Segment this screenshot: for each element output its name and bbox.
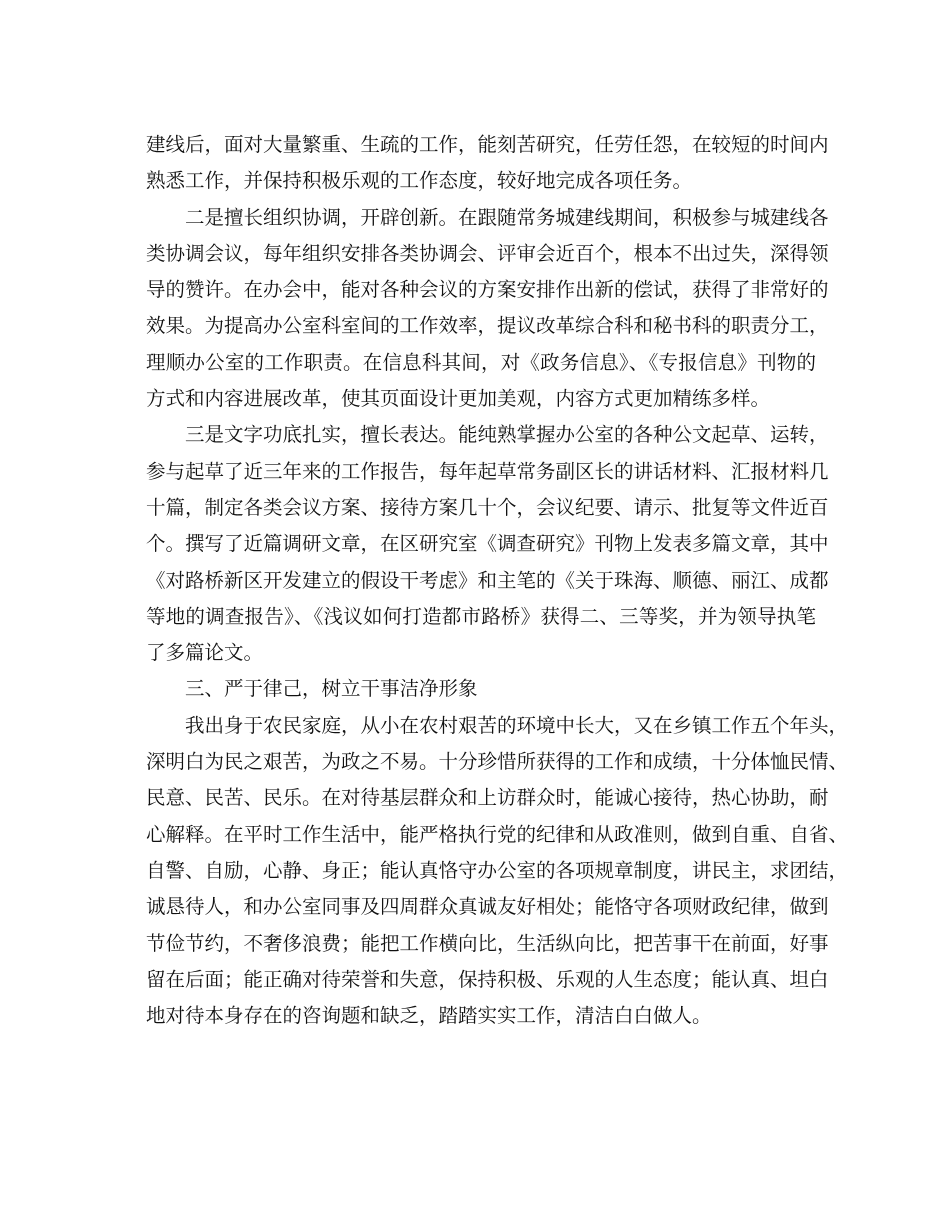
text-line: 导的赞许。在办会中，能对各种会议的方案安排作出新的偿试，获得了非常好的 [146,278,829,302]
text-line: 类协调会议，每年组织安排各类协调会、评审会近百个，根本不出过失，深得领 [146,241,829,265]
text-line: 心解释。在平时工作生活中，能严格执行党的纪律和从政准则，做到自重、自省、 [146,822,849,846]
text-line: 深明白为民之艰苦，为政之不易。十分珍惜所获得的工作和成绩，十分体恤民情、 [146,750,849,774]
text-line: 十篇，制定各类会议方案、接待方案几十个，会议纪要、请示、批复等文件近百 [146,495,829,519]
text-line: 效果。为提高办公室科室间的工作效率，提议改革综合科和秘书科的职责分工， [146,314,829,338]
text-line: 熟悉工作，并保持积极乐观的工作态度，较好地完成各项任务。 [146,169,693,193]
text-line: 等地的调查报告》、《浅议如何打造都市路桥》获得二、三等奖，并为领导执笔 [146,604,816,628]
text-line: 个。撰写了近篇调研文章，在区研究室《调查研究》刊物上发表多篇文章，其中 [146,532,829,556]
paragraph-first-line: 我出身于农民家庭，从小在农村艰苦的环境中长大，又在乡镇工作五个年头， [185,713,849,737]
text-line: 参与起草了近三年来的工作报告，每年起草常务副区长的讲话材料、汇报材料几 [146,459,829,483]
text-line: 节俭节约，不奢侈浪费；能把工作横向比，生活纵向比，把苦事干在前面，好事 [146,931,829,955]
text-line: 方式和内容进展改革，使其页面设计更加美观，内容方式更加精练多样。 [146,387,771,411]
text-line: 地对待本身存在的咨询题和缺乏，踏踏实实工作，清洁白白做人。 [146,1004,712,1028]
text-line: 诚恳待人，和办公室同事及四周群众真诚友好相处；能恪守各项财政纪律，做到 [146,895,829,919]
text-line: 《对路桥新区开发建立的假设干考虑》和主笔的《关于珠海、顺德、丽江、成都 [146,568,829,592]
paragraph-first-line: 三、严于律己，树立干事洁净形象 [185,677,478,701]
text-line: 民意、民苦、民乐。在对待基层群众和上访群众时，能诚心接待，热心协助，耐 [146,786,829,810]
text-line: 自警、自励，心静、身正；能认真恪守办公室的各项规章制度，讲民主，求团结， [146,858,849,882]
text-line: 建线后，面对大量繁重、生疏的工作，能刻苦研究，任劳任怨，在较短的时间内 [146,133,829,156]
document-body [146,127,849,1034]
paragraph-first-line: 二是擅长组织协调，开辟创新。在跟随常务城建线期间，积极参与城建线各 [185,205,829,229]
text-line: 留在后面；能正确对待荣誉和失意，保持积极、乐观的人生态度；能认真、坦白 [146,967,829,991]
paragraph-first-line: 三是文字功底扎实，擅长表达。能纯熟掌握办公室的各种公文起草、运转， [185,423,829,447]
text-line: 理顺办公室的工作职责。在信息科其间，对《政务信息》、《专报信息》刊物的 [146,350,816,374]
text-line: 了多篇论文。 [146,641,264,665]
